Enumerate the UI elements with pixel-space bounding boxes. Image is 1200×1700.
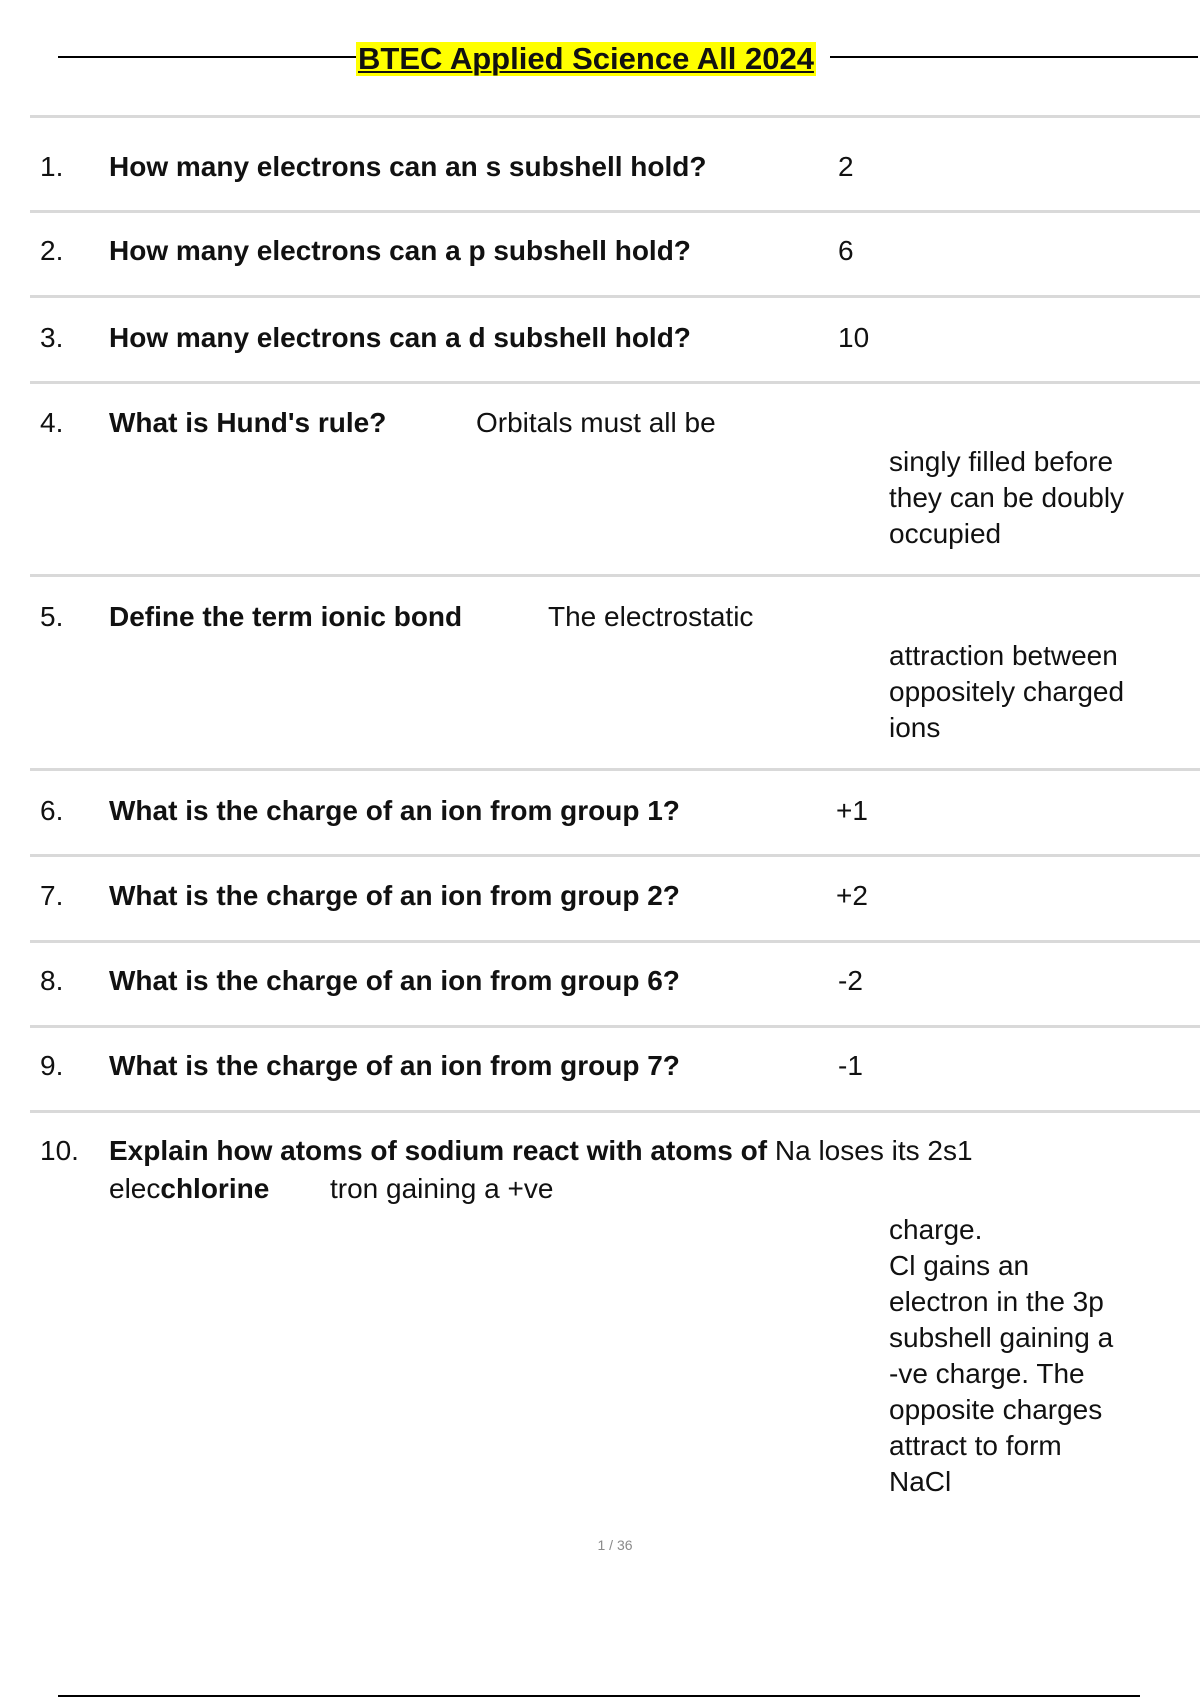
question-number: 7. (40, 880, 64, 911)
row-divider (30, 381, 1200, 384)
answer-text: -1 (838, 1050, 863, 1081)
question-text-line2 (109, 1172, 269, 1206)
answer-text: Orbitals must all be (476, 407, 716, 438)
answer-text: tron gaining a +ve (330, 1173, 554, 1204)
question-text: What is the charge of an ion from group 1? (109, 795, 680, 826)
answer-text: attraction between (889, 640, 1118, 671)
question-text: What is the charge of an ion from group 6? (109, 965, 680, 996)
row-divider (30, 854, 1200, 857)
question-text (109, 1134, 973, 1168)
answer-text: +1 (836, 795, 868, 826)
answer-text: they can be doubly (889, 482, 1125, 513)
answer-text: oppositely charged (889, 676, 1125, 707)
question-number: 4. (40, 407, 64, 438)
answer-text: occupied (889, 518, 1002, 549)
answer-text: electron in the 3p (889, 1286, 1104, 1317)
row-divider (30, 210, 1200, 213)
answer-text: The electrostatic (548, 601, 754, 632)
row-divider (30, 115, 1200, 118)
answer-text: -2 (838, 965, 863, 996)
question-number: 8. (40, 965, 64, 996)
question-number: 9. (40, 1050, 64, 1081)
document-title: BTEC Applied Science All 2024 (358, 41, 814, 76)
answer-text: 10 (838, 322, 870, 353)
question-number: 3. (40, 322, 64, 353)
answer-text: singly filled before (889, 446, 1114, 477)
question-number: 10. (40, 1135, 79, 1166)
answer-text: charge. (889, 1214, 983, 1245)
question-number: 1. (40, 151, 64, 182)
question-text: How many electrons can a d subshell hold? (109, 322, 691, 353)
question-text: What is Hund's rule? (109, 407, 387, 438)
answer-text: -ve charge. The (889, 1358, 1085, 1389)
document-header (58, 42, 1138, 78)
row-divider (30, 1110, 1200, 1113)
answer-text: NaCl (889, 1466, 952, 1497)
question-number: 5. (40, 601, 64, 632)
answer-fragment: elec (109, 1173, 161, 1204)
row-divider (30, 574, 1200, 577)
row-divider (30, 1025, 1200, 1028)
answer-text: attract to form (889, 1430, 1062, 1461)
question-number: 2. (40, 235, 64, 266)
header-rule-right (830, 56, 1198, 58)
header-rule-left (58, 56, 358, 58)
answer-text: subshell gaining a (889, 1322, 1114, 1353)
footer-rule (58, 1695, 1140, 1697)
page-indicator: 1 / 36 (597, 1537, 633, 1553)
row-divider (30, 295, 1200, 298)
question-fragment: chlorine (160, 1173, 270, 1204)
question-text: How many electrons can an s subshell hold? (109, 151, 707, 182)
answer-text: 6 (838, 235, 854, 266)
question-number: 6. (40, 795, 64, 826)
answer-text: opposite charges (889, 1394, 1103, 1425)
answer-text: Cl gains an (889, 1250, 1030, 1281)
question-text: What is the charge of an ion from group 2? (109, 880, 680, 911)
question-text: How many electrons can a p subshell hold? (109, 235, 691, 266)
answer-text: ions (889, 712, 941, 743)
answer-text: +2 (836, 880, 868, 911)
answer-text: 2 (838, 151, 854, 182)
question-text-line1: Explain how atoms of sodium react with atoms of (109, 1135, 768, 1166)
row-divider (30, 940, 1200, 943)
question-text: Define the term ionic bond (109, 601, 463, 632)
row-divider (30, 768, 1200, 771)
answer-text: Na loses its 2s1 (774, 1135, 973, 1166)
question-text: What is the charge of an ion from group 7? (109, 1050, 680, 1081)
